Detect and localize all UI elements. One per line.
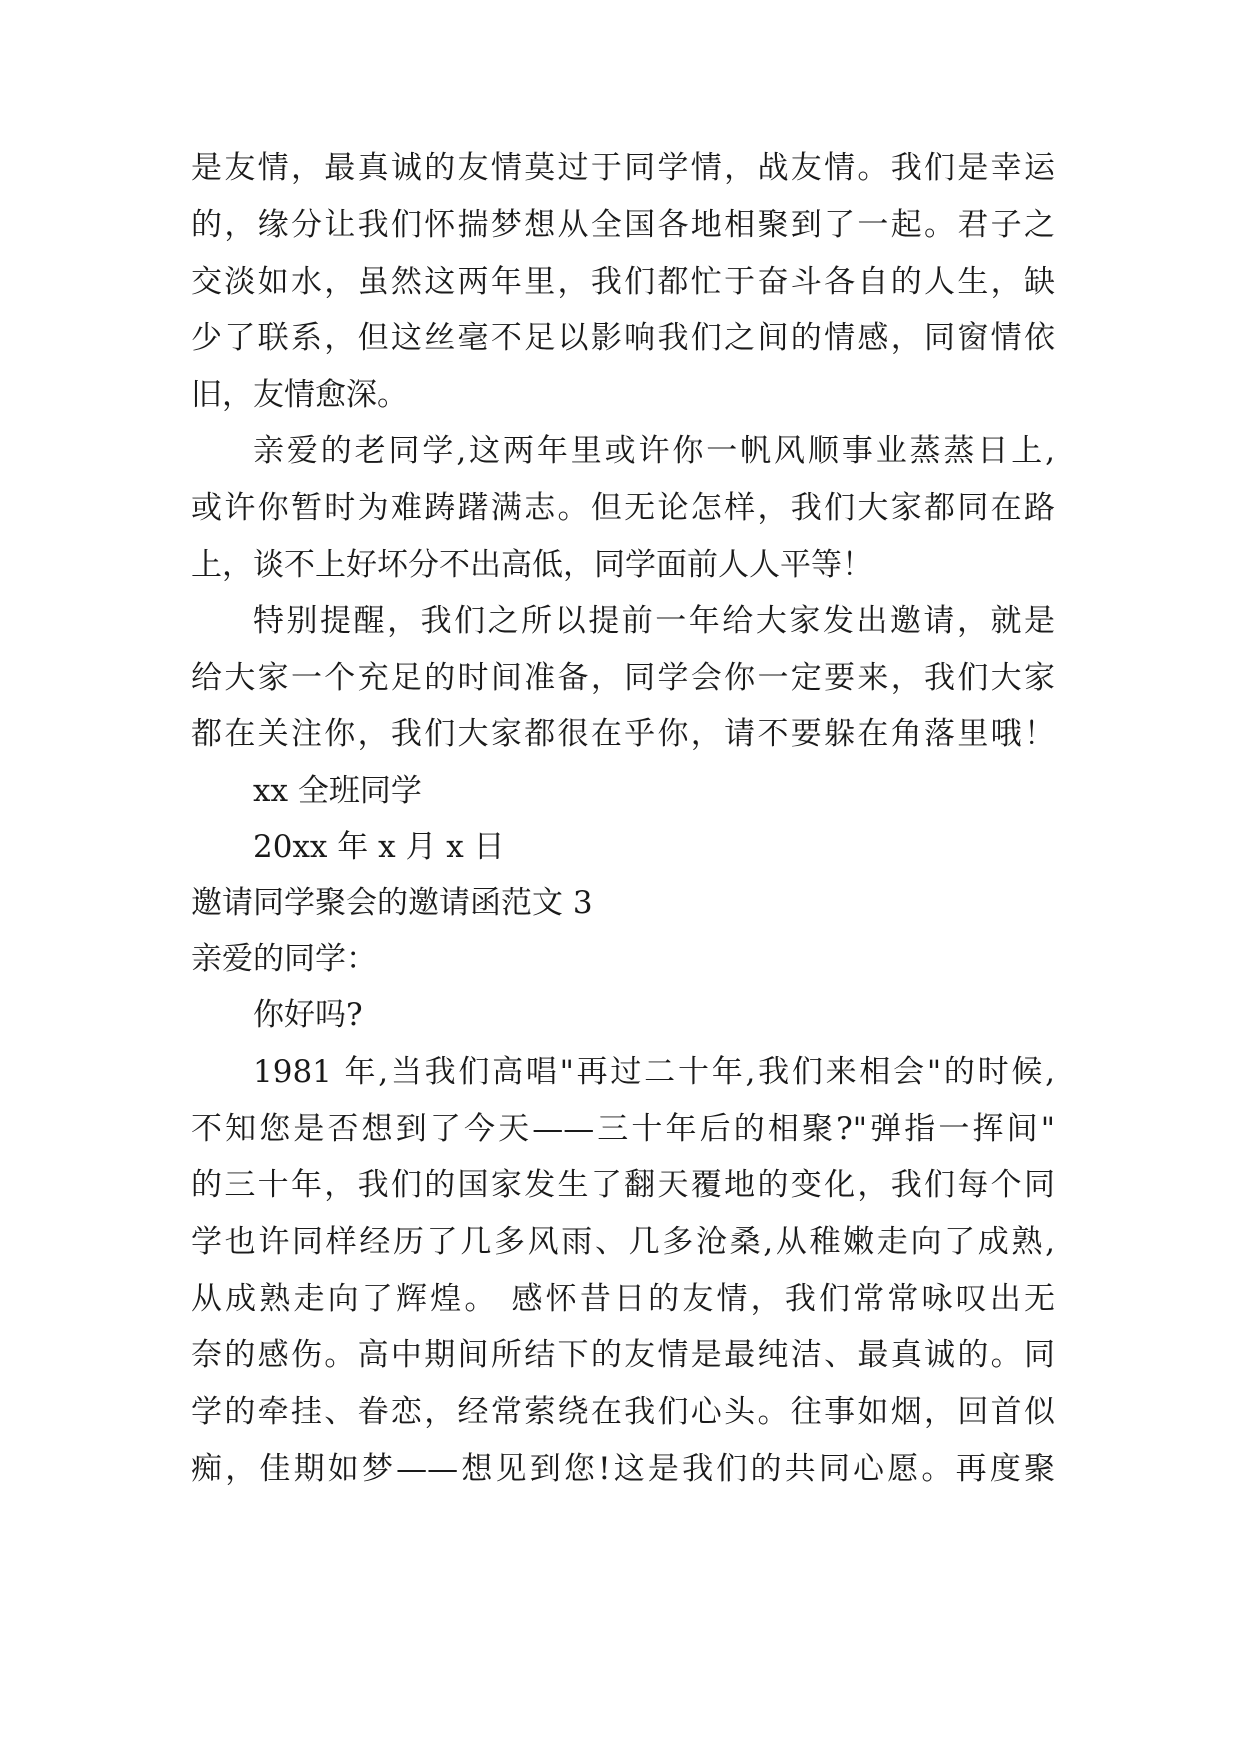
text-line: 或许你暂时为难踌躇满志。但无论怎样，我们大家都同在路 xyxy=(191,490,1055,526)
text-line: 不知您是否想到了今天——三十年后的相聚?"弹指一挥间" xyxy=(191,1111,1055,1147)
text-line: 特别提醒，我们之所以提前一年给大家发出邀请，就是 xyxy=(253,603,1055,639)
text-line: 奈的感伤。高中期间所结下的友情是最纯洁、最真诚的。同 xyxy=(191,1337,1055,1373)
text-line: 的，缘分让我们怀揣梦想从全国各地相聚到了一起。君子之 xyxy=(191,207,1055,243)
salutation: 亲爱的同学： xyxy=(191,941,377,977)
text-line: 是友情，最真诚的友情莫过于同学情，战友情。我们是幸运 xyxy=(191,150,1055,186)
date: 20xx 年 x 月 x 日 xyxy=(253,829,505,865)
text-line: 学也许同样经历了几多风雨、几多沧桑,从稚嫩走向了成熟, xyxy=(191,1224,1055,1260)
text-line: 上，谈不上好坏分不出高低，同学面前人人平等！ xyxy=(191,547,873,583)
signature: xx 全班同学 xyxy=(253,773,422,809)
text-line: 1981 年,当我们高唱"再过二十年,我们来相会"的时候, xyxy=(253,1054,1055,1090)
text-line: 少了联系，但这丝毫不足以影响我们之间的情感，同窗情依 xyxy=(191,320,1055,356)
section-title: 邀请同学聚会的邀请函范文 3 xyxy=(191,885,593,921)
text-line: 交淡如水，虽然这两年里，我们都忙于奋斗各自的人生，缺 xyxy=(191,264,1055,300)
text-line: 从成熟走向了辉煌。 感怀昔日的友情，我们常常咏叹出无 xyxy=(191,1281,1055,1317)
text-line: 痴，佳期如梦——想见到您!这是我们的共同心愿。再度聚 xyxy=(191,1451,1055,1487)
text-line: 旧，友情愈深。 xyxy=(191,377,408,413)
text-line: 都在关注你，我们大家都很在乎你，请不要躲在角落里哦！ xyxy=(191,716,1055,752)
text-line: 学的牵挂、眷恋，经常萦绕在我们心头。往事如烟，回首似 xyxy=(191,1394,1055,1430)
text-line: 亲爱的老同学,这两年里或许你一帆风顺事业蒸蒸日上, xyxy=(253,433,1055,469)
greeting: 你好吗? xyxy=(253,997,363,1033)
text-line: 给大家一个充足的时间准备，同学会你一定要来，我们大家 xyxy=(191,660,1055,696)
text-line: 的三十年，我们的国家发生了翻天覆地的变化，我们每个同 xyxy=(191,1167,1055,1203)
